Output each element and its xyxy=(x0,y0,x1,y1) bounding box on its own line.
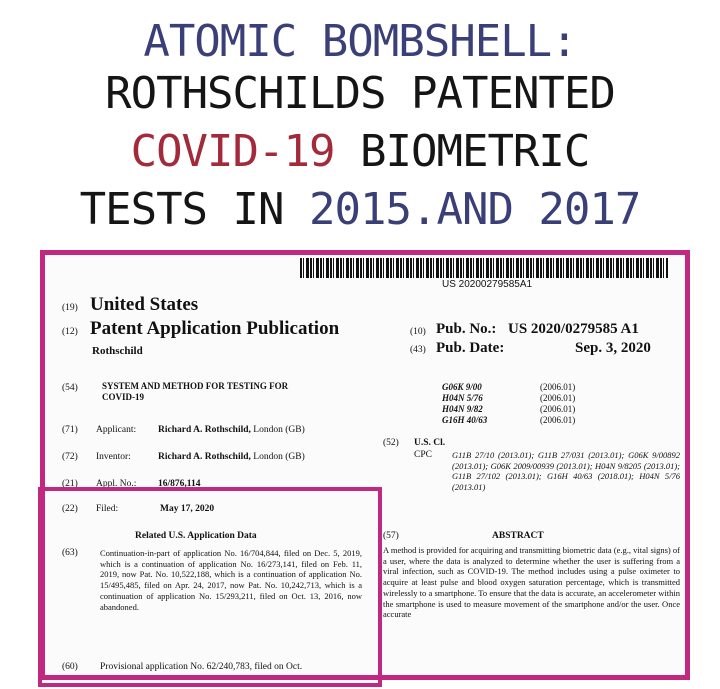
cpc-text: G11B 27/10 (2013.01); G11B 27/031 (2013.01); G06K 9/00892 (2013.01); G06K 2009/00939 (2013.01); H04N 9/8205 (2013.01); G11B 27/102 (2013.01); G16H 40/63 (2018.01); H04N 5/76 (2013.01) xyxy=(452,450,680,493)
int-cl-year-1: (2006.01) xyxy=(540,382,576,392)
related-text: Continuation-in-part of application No. 16/704,844, filed on Dec. 5, 2019, which is a continuation of application No. 16/273,141, filed on Feb. 11, 2019, now Pat. No. 10,522,188, which is a continuation of application No. 15/495,485, filed on Apr. 24, 2017, now Pat. No. 10,242,713, which is a continuation of application No. 15/293,211, filed on Oct. 13, 2016, now abandoned. xyxy=(100,548,362,612)
us-cl-code: (52) xyxy=(383,438,399,448)
abstract-code: (57) xyxy=(383,531,399,541)
int-cl-year-3: (2006.01) xyxy=(540,404,576,414)
barcode-number: US 20200279585A1 xyxy=(442,279,533,290)
filed-code: (22) xyxy=(62,504,78,514)
country-code: (19) xyxy=(62,303,78,313)
related-code: (63) xyxy=(62,548,78,558)
filed-date: May 17, 2020 xyxy=(160,504,215,514)
filed-label: Filed: xyxy=(96,504,119,514)
inventor-code: (72) xyxy=(62,452,78,462)
headline-biometric: BIOMETRIC xyxy=(334,126,590,177)
inventor: Richard A. Rothschild, London (GB) xyxy=(158,452,305,462)
barcode xyxy=(300,258,668,278)
country: United States xyxy=(90,294,199,315)
headline-covid: COVID-19 xyxy=(130,126,335,177)
pub-date-label: Pub. Date: xyxy=(436,340,505,356)
headline-line-2: ROTHSCHILDS PATENTED xyxy=(105,68,615,119)
applicant-label: Applicant: xyxy=(96,425,137,435)
title-line-1: SYSTEM AND METHOD FOR TESTING FOR xyxy=(102,381,289,391)
int-cl-year-4: (2006.01) xyxy=(540,415,576,425)
applicant: Richard A. Rothschild, London (GB) xyxy=(158,425,305,435)
provisional-text: Provisional application No. 62/240,783, filed on Oct. xyxy=(100,662,303,672)
abstract-heading: ABSTRACT xyxy=(492,531,544,541)
appl-code: (21) xyxy=(62,479,78,489)
int-cl-code-1: G06K 9/00 xyxy=(442,382,482,392)
abstract-text: A method is provided for acquiring and transmitting biometric data (e.g., vital signs) of a user, where the data is analyzed to determine whether the user is suffering from a viral infection, such as COVID-19. The method includes using a pulse oximeter to acquire at least pulse and blood oxygen saturation percentage, which is transmitted wirelessly to a smartphone. To ensure that the data is accurate, an accelerometer within the smartphone is used to measure movement of the smartphone and/or the user. Once accurate xyxy=(383,545,680,620)
headline-line-3 xyxy=(0,128,720,176)
inventor-short: Rothschild xyxy=(92,345,143,357)
pub-no: US 2020/0279585 A1 xyxy=(508,321,639,337)
pub-date-code: (43) xyxy=(410,345,426,355)
int-cl-code-4: G16H 40/63 xyxy=(442,415,488,425)
appl-label: Appl. No.: xyxy=(96,479,137,489)
related-heading: Related U.S. Application Data xyxy=(135,531,257,541)
headline-years: 2015.AND 2017 xyxy=(309,184,641,235)
appl-no: 16/876,114 xyxy=(158,479,201,489)
int-cl-code-3: H04N 9/82 xyxy=(442,404,483,414)
title-code: (54) xyxy=(62,383,78,393)
cpc-label: CPC xyxy=(414,450,432,460)
pub-no-code: (10) xyxy=(410,327,426,337)
inventor-label: Inventor: xyxy=(96,452,131,462)
publication-type: Patent Application Publication xyxy=(90,318,340,339)
headline-line-4 xyxy=(0,186,720,234)
title-line-2: COVID-19 xyxy=(102,392,144,402)
provisional-code: (60) xyxy=(62,662,78,672)
int-cl-year-2: (2006.01) xyxy=(540,393,576,403)
pub-no-label: Pub. No.: xyxy=(436,321,497,337)
headline-tests-in: TESTS IN xyxy=(79,184,310,235)
headline-line-1: ATOMIC BOMBSHELL: xyxy=(143,16,577,67)
pub-date: Sep. 3, 2020 xyxy=(575,340,651,356)
us-cl-label: U.S. Cl. xyxy=(414,438,446,448)
int-cl-code-2: H04N 5/76 xyxy=(442,393,483,403)
pub-type-code: (12) xyxy=(62,327,78,337)
applicant-code: (71) xyxy=(62,425,78,435)
